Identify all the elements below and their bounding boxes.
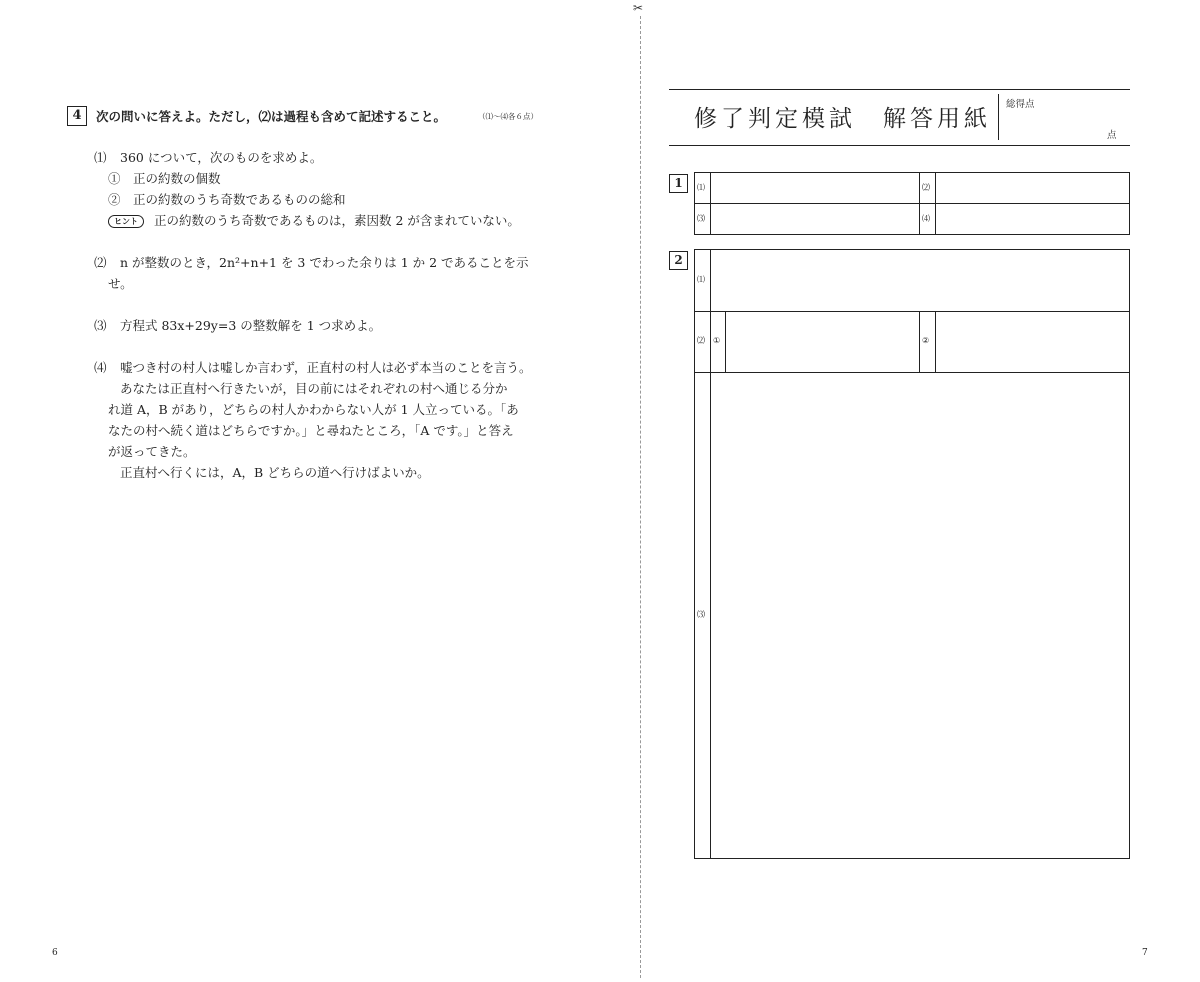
answer-field-2-2-2[interactable] — [936, 312, 1129, 372]
header-bottom-rule — [669, 145, 1130, 146]
scissors-icon: ✂ — [633, 1, 644, 15]
section1-label-2: ⑵ — [922, 183, 930, 192]
question-number-box: 4 — [67, 106, 87, 126]
part4-line1: 嘘つき村の村人は嘘しか言わず，正直村の村人は必ず本当のことを言う。 — [120, 360, 532, 375]
section2-sub-label-1: ① — [713, 336, 721, 345]
part1-item2: ② 正の約数のうち奇数であるものの総和 — [108, 192, 346, 207]
answer-field-2-2-1[interactable] — [726, 312, 919, 372]
section2-label-1: ⑴ — [697, 275, 705, 284]
answer-field-1-2[interactable] — [936, 173, 1129, 203]
cut-line — [640, 16, 641, 978]
section2-label-2: ⑵ — [697, 336, 705, 345]
part4-line6: 正直村へ行くには，A，B どちらの道へ行けばよいか。 — [120, 465, 430, 480]
part4-line3: れ道 A，B があり，どちらの村人かわからない人が 1 人立っている。「あ — [108, 402, 519, 417]
header-top-rule — [669, 89, 1130, 90]
question-points: （⑴～⑷各６点） — [478, 112, 538, 121]
section2-sub-label-2: ② — [922, 336, 930, 345]
answer-field-1-4[interactable] — [936, 204, 1129, 234]
section1-label-3: ⑶ — [697, 214, 705, 223]
part1-hint — [108, 213, 520, 229]
section1-label-1: ⑴ — [697, 183, 705, 192]
page-number-right: 7 — [1142, 948, 1148, 958]
total-score-unit: 点 — [1107, 130, 1117, 141]
section2-label-3: ⑶ — [697, 610, 705, 619]
part2-label: ⑵ — [94, 255, 107, 270]
header-divider — [998, 94, 999, 140]
answer-field-1-3[interactable] — [711, 204, 919, 234]
question-title: 次の問いに答えよ。ただし，⑵は過程も含めて記述すること。 — [96, 109, 447, 124]
page-number-left: 6 — [52, 948, 58, 958]
section1-number: 1 — [669, 174, 688, 193]
answer-field-1-1[interactable] — [711, 173, 919, 203]
part1-item1: ① 正の約数の個数 — [108, 171, 221, 186]
part2-line2: せ。 — [108, 276, 133, 291]
section2-mid-divider — [919, 311, 920, 372]
part4-line5: が返ってきた。 — [108, 444, 196, 459]
part4-line2: あなたは正直村へ行きたいが，目の前にはそれぞれの村へ通じる分か — [120, 381, 508, 396]
section2-number: 2 — [669, 251, 688, 270]
part2-line1: n が整数のとき，2n²+n+1 を 3 でわった余りは 1 か 2 であることを示 — [120, 255, 529, 270]
part3-label: ⑶ — [94, 318, 107, 333]
total-score-label: 総得点 — [1006, 99, 1035, 110]
part3-text: 方程式 83x+29y=3 の整数解を 1 つ求めよ。 — [120, 318, 382, 333]
part4-label: ⑷ — [94, 360, 107, 375]
section1-label-4: ⑷ — [922, 214, 930, 223]
part4-line4: なたの村へ続く道はどちらですか。」と尋ねたところ，「A です。」と答え — [108, 423, 514, 438]
part1-label: ⑴ — [94, 150, 107, 165]
answer-field-2-1[interactable] — [711, 250, 1129, 311]
hint-badge: ヒント — [108, 215, 144, 228]
answer-field-2-3[interactable] — [711, 373, 1129, 858]
hint-text: 正の約数のうち奇数であるものは，素因数 2 が含まれていない。 — [154, 213, 520, 228]
section1-mid-divider — [919, 172, 920, 235]
answer-sheet-title: 修了判定模試 解答用紙 — [694, 106, 991, 132]
part1-text: 360 について，次のものを求めよ。 — [120, 150, 323, 165]
